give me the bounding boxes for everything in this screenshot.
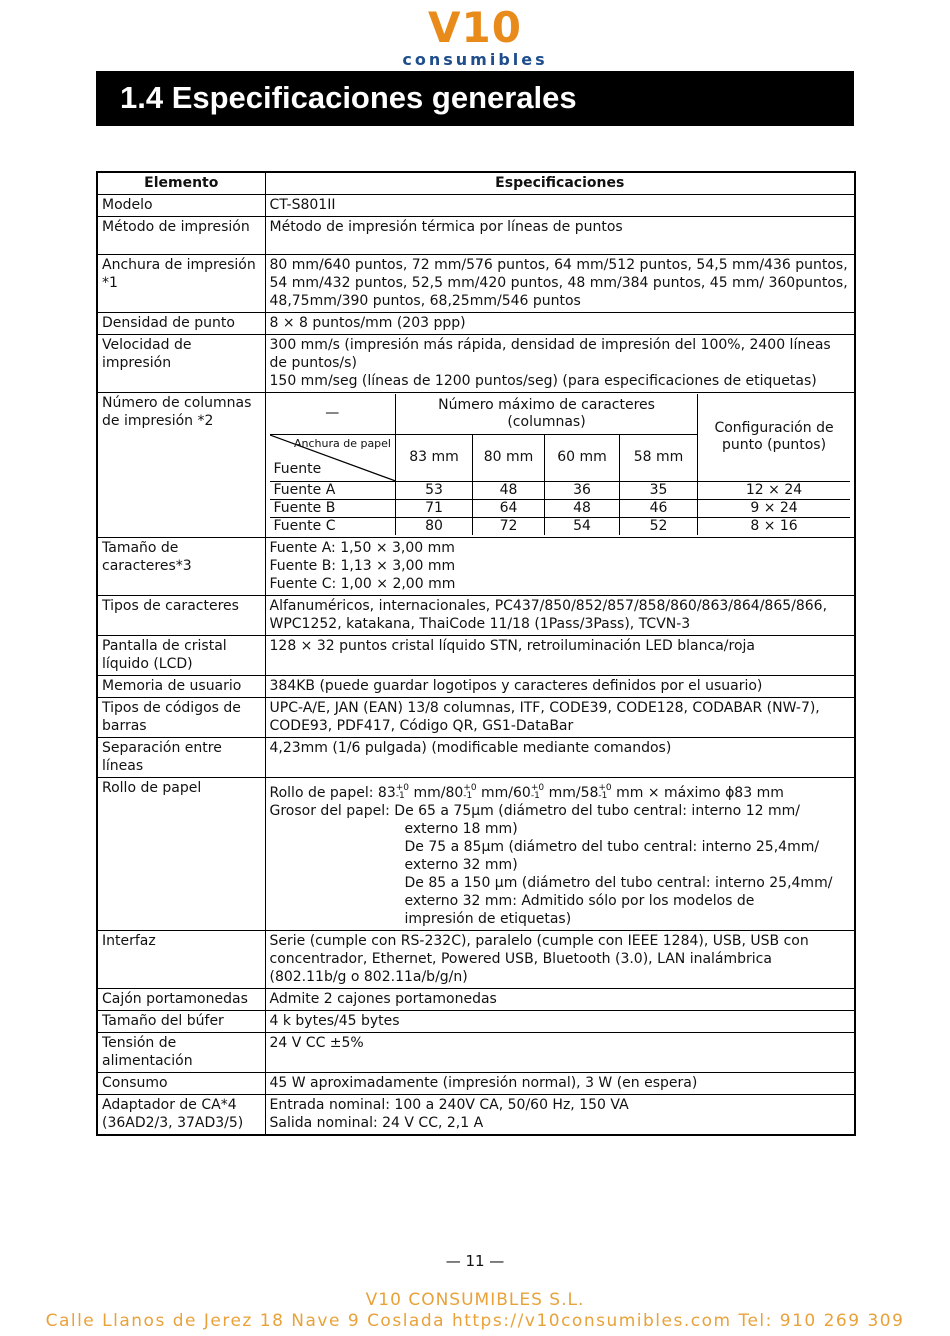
table-row [97,217,855,255]
row-label: Consumo [97,1072,265,1094]
row-value: UPC-A/E, JAN (EAN) 13/8 columnas, ITF, CODE39, CODE128, CODABAR (NW-7), CODE93, PDF417, Código QR, GS1-DataBar [265,697,855,737]
dot-config-header: Configuración de punto (puntos) [698,394,850,481]
table-row [97,737,855,777]
table-row [97,1010,855,1032]
row-value: 128 × 32 puntos cristal líquido STN, retroiluminación LED blanca/roja [265,635,855,675]
columns-subtable [270,394,851,535]
row-label: Anchura de impresión *1 [97,255,265,313]
row-value: 24 V CC ±5% [265,1032,855,1072]
paper-roll-text: Rollo de papel: 83 [269,784,396,801]
diag-bottom-label: Fuente [273,460,322,477]
logo-main-text: V10 [428,3,522,52]
row-label: Tipos de caracteres [97,595,265,635]
row-value: Alfanuméricos, internacionales, PC437/850/852/857/858/860/863/864/865/866, WPC1252, katakana, ThaiCode 11/18 (1Pass/3Pass), TCVN-3 [265,595,855,635]
width-83: 83 mm [396,434,473,481]
row-label: Método de impresión [97,217,265,255]
table-row [97,635,855,675]
header-spec: Especificaciones [265,172,855,195]
table-row [97,777,855,930]
row-value [265,777,855,930]
tolerance-up: +0 [598,782,612,793]
font-dots: 8 × 16 [698,517,850,535]
font-name: Fuente A [270,481,396,499]
font-value: 54 [545,517,620,535]
thickness-line: externo 32 mm) [404,856,518,873]
tolerance [598,784,611,800]
tolerance-up: +0 [463,782,477,793]
thickness-line: De 75 a 85µm (diámetro del tubo central: interno 25,4mm/ [404,838,820,855]
row-value: 80 mm/640 puntos, 72 mm/576 puntos, 64 mm/512 puntos, 54,5 mm/436 puntos, 54 mm/432 puntos, 52,5 mm/420 puntos, 48 mm/384 puntos, 45 mm/ 360puntos, 48,75mm/390 puntos, 68,25mm/546 puntos [265,255,855,313]
table-header-row [97,172,855,195]
row-label: Tipos de códigos de barras [97,697,265,737]
row-value [265,1094,855,1135]
dash-cell: — [270,394,396,434]
font-row [270,481,851,499]
table-row [97,393,855,538]
row-label: Cajón portamonedas [97,988,265,1010]
row-label: Pantalla de cristal líquido (LCD) [97,635,265,675]
char-size-line: Fuente B: 1,13 × 3,00 mm [269,557,456,574]
tolerance-down: -1 [530,790,540,801]
table-row [97,255,855,313]
row-value: 4 k bytes/45 bytes [265,1010,855,1032]
font-row [270,517,851,535]
table-row [97,697,855,737]
font-dots: 9 × 24 [698,499,850,517]
font-value: 46 [620,499,698,517]
table-row [97,537,855,595]
paper-roll-text: mm/80 [409,784,464,801]
row-value: 4,23mm (1/6 pulgada) (modificable mediante comandos) [265,737,855,777]
table-row [97,1094,855,1135]
section-title-bar [96,71,854,126]
speed-line-1: 300 mm/s (impresión más rápida, densidad de impresión del 100%, 2400 líneas de puntos/s) [269,337,831,371]
adapter-output-line: Salida nominal: 24 V CC, 2,1 A [269,1114,484,1131]
font-value: 80 [396,517,473,535]
row-label: Densidad de punto [97,313,265,335]
row-value: Método de impresión térmica por líneas de puntos [265,217,855,255]
row-value: 45 W aproximadamente (impresión normal), 3 W (en espera) [265,1072,855,1094]
font-value: 71 [396,499,473,517]
page-number: — 11 — [445,1252,505,1270]
thickness-line: Grosor del papel: De 65 a 75µm (diámetro del tubo central: interno 12 mm/ [269,802,800,819]
row-label: Tensión de alimentación [97,1032,265,1072]
row-label: Tamaño de caracteres*3 [97,537,265,595]
thickness-line: externo 18 mm) [404,820,518,837]
table-row [97,195,855,217]
header-item: Elemento [97,172,265,195]
font-value: 52 [620,517,698,535]
table-row [97,595,855,635]
paper-roll-text: mm × máximo ϕ83 mm [611,784,784,801]
tolerance-up: +0 [530,782,545,793]
row-label: Velocidad de impresión [97,335,265,393]
tolerance-down: -1 [463,790,473,801]
adapter-input-line: Entrada nominal: 100 a 240V CA, 50/60 Hz, 150 VA [269,1096,629,1113]
diag-top-label: Anchura de papel [293,436,391,450]
row-label: Número de columnas de impresión *2 [97,393,265,538]
font-value: 36 [545,481,620,499]
table-row [97,335,855,393]
company-logo [390,3,560,69]
font-dots: 12 × 24 [698,481,850,499]
width-58: 58 mm [620,434,698,481]
row-value: 384KB (puede guardar logotipos y caracteres definidos por el usuario) [265,675,855,697]
diagonal-header-cell [270,434,396,481]
thickness-line: De 85 a 150 µm (diámetro del tubo central: interno 25,4mm/ [404,874,833,891]
font-value: 72 [473,517,545,535]
table-row [97,988,855,1010]
row-label: Memoria de usuario [97,675,265,697]
logo-sub-text: consumibles [402,50,548,69]
row-label: Interfaz [97,930,265,988]
font-value: 53 [396,481,473,499]
speed-line-2: 150 mm/seg (líneas de 1200 puntos/seg) (para especificaciones de etiquetas) [269,373,817,389]
row-label: Tamaño del búfer [97,1010,265,1032]
font-row [270,499,851,517]
row-value [265,393,855,538]
table-row [97,313,855,335]
paper-roll-line [270,784,851,802]
font-value: 35 [620,481,698,499]
width-60: 60 mm [545,434,620,481]
font-value: 64 [473,499,545,517]
row-value [265,335,855,393]
font-name: Fuente C [270,517,396,535]
row-value: CT-S801II [265,195,855,217]
tolerance [463,784,476,800]
table-row [97,675,855,697]
row-value: Admite 2 cajones portamonedas [265,988,855,1010]
max-chars-header: Número máximo de caracteres (columnas) [396,394,698,434]
row-label: Adaptador de CA*4 (36AD2/3, 37AD3/5) [97,1094,265,1135]
table-row [97,930,855,988]
thickness-line: externo 32 mm: Admitido sólo por los modelos de [404,892,755,909]
row-label: Rollo de papel [97,777,265,930]
font-name: Fuente B [270,499,396,517]
footer-address: Calle Llanos de Jerez 18 Nave 9 Coslada https://v10consumibles.com Tel: 910 269 309 [45,1311,905,1331]
paper-roll-text: mm/60 [476,784,531,801]
char-size-line: Fuente C: 1,00 × 2,00 mm [269,575,456,592]
footer-company: V10 CONSUMIBLES S.L. [365,1290,585,1310]
row-value: 8 × 8 puntos/mm (203 ppp) [265,313,855,335]
tolerance [396,784,409,800]
paper-roll-text: mm/58 [544,784,599,801]
font-value: 48 [473,481,545,499]
table-row [97,1072,855,1094]
tolerance [531,784,544,800]
width-80: 80 mm [473,434,545,481]
tolerance-down: -1 [395,790,405,801]
tolerance-up: +0 [395,782,410,793]
row-label: Separación entre líneas [97,737,265,777]
section-title: 1.4 Especificaciones generales [120,80,577,115]
specifications-table [96,171,856,1136]
tolerance-down: -1 [598,790,608,801]
row-value: Serie (cumple con RS-232C), paralelo (cumple con IEEE 1284), USB, USB con concentrador, Ethernet, Powered USB, Bluetooth (3.0), LAN inalámbrica (802.11b/g o 802.11a/b/g/n) [265,930,855,988]
row-value [265,537,855,595]
font-value: 48 [545,499,620,517]
row-label: Modelo [97,195,265,217]
table-row [97,1032,855,1072]
char-size-line: Fuente A: 1,50 × 3,00 mm [269,539,455,556]
thickness-line: impresión de etiquetas) [404,910,572,927]
